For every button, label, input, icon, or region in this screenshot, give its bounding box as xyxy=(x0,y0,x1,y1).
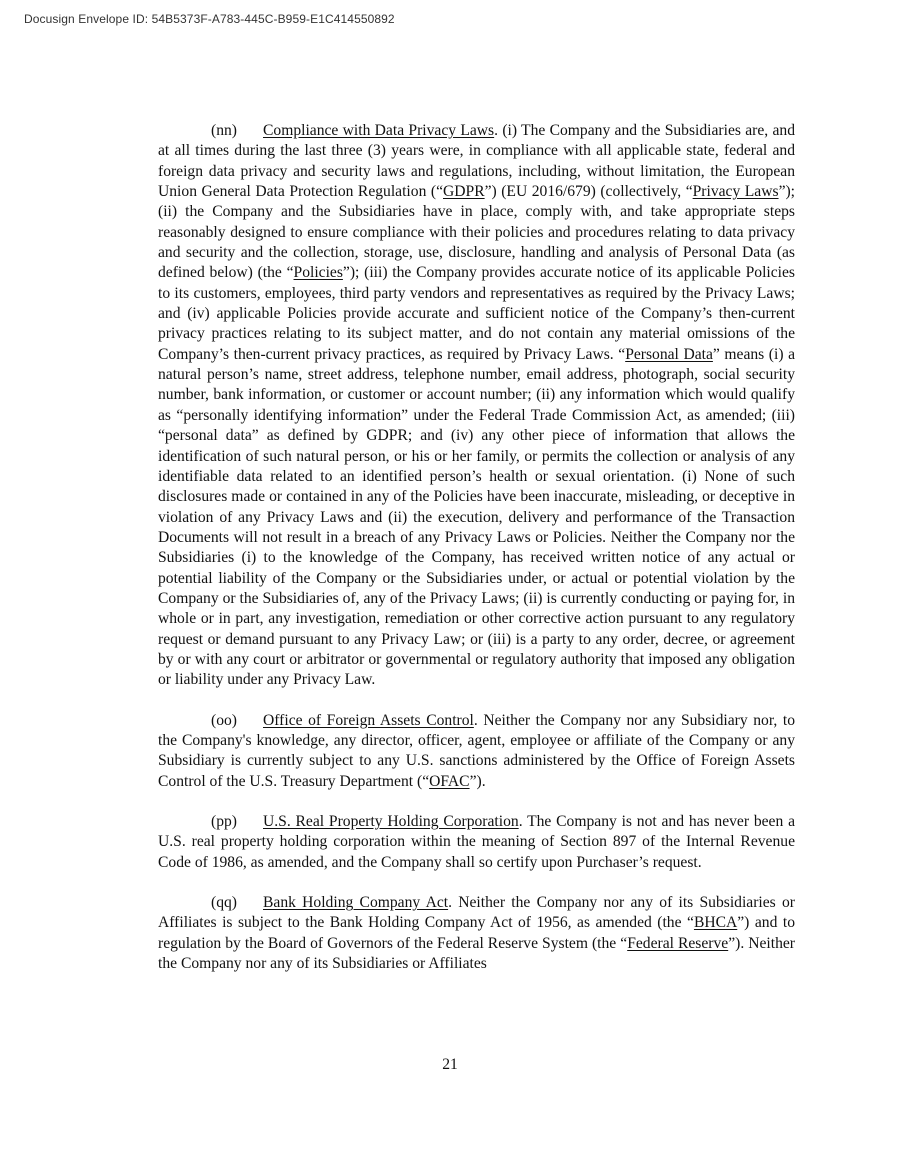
section-text: ”); (iii) the Company provides accurate notice of its applicable Policies to its customers, employees, third party vendors and representatives as required by the Privacy Laws; and (iv) applicable Policies provide accurate and sufficient notice of the Company’s then-current privacy practices relating to its subject matter, and do not contain any material omissions of the Company’s then-current privacy practices, as required by Privacy Laws. “ xyxy=(158,264,795,363)
defined-term-gdpr: GDPR xyxy=(443,183,485,201)
defined-term-policies: Policies xyxy=(293,264,343,282)
section-number: (oo) xyxy=(211,711,237,729)
section-number: (qq) xyxy=(211,894,237,912)
section-text: ”). xyxy=(469,772,486,790)
section-text: ”). Neither the Company nor any of its Subsidiaries or Affiliates xyxy=(158,934,795,973)
page-number: 21 xyxy=(442,1056,458,1073)
defined-term-privacy-laws: Privacy Laws xyxy=(692,183,779,201)
envelope-id: Docusign Envelope ID: 54B5373F-A783-445C-B959-E1C414550892 xyxy=(24,12,395,26)
section-number: (nn) xyxy=(211,122,237,139)
defined-term-bhca: BHCA xyxy=(693,914,738,932)
defined-term-ofac: OFAC xyxy=(429,772,470,790)
section-nn xyxy=(158,121,795,691)
defined-term-federal-reserve: Federal Reserve xyxy=(627,934,729,952)
document-body xyxy=(158,121,795,994)
section-heading: Compliance with Data Privacy Laws xyxy=(263,122,495,139)
defined-term-personal-data: Personal Data xyxy=(625,345,713,363)
section-heading: U.S. Real Property Holding Corporation xyxy=(263,813,519,830)
section-pp xyxy=(158,812,795,873)
section-text: ”) and to regulation by the Board of Governors of the Federal Reserve System (the “ xyxy=(158,914,795,952)
section-text: . Neither the Company nor any of its Subsidiaries or Affiliates is subject to the Bank Holding Company Act of 1956, as amended (the “ xyxy=(158,894,795,932)
section-qq xyxy=(158,893,795,974)
section-text: ”) (EU 2016/679) (collectively, “ xyxy=(484,183,693,201)
section-text: . (i) The Company and the Subsidiaries are, and at all times during the last three (3) years were, in compliance with all applicable state, federal and foreign data privacy and security laws and regulations, including, without limitation, the European Union General Data Protection Regulation (“ xyxy=(158,122,795,201)
section-text: ”); (ii) the Company and the Subsidiaries have in place, comply with, and take appropriate steps reasonably designed to ensure compliance with their policies and procedures relating to data privacy and security and the collection, storage, use, disclosure, handling and analysis of Personal Data (as defined below) (the “ xyxy=(158,183,796,282)
section-text: . Neither the Company nor any Subsidiary nor, to the Company's knowledge, any director, officer, agent, employee or affiliate of the Company or any Subsidiary is currently subject to any U.S. sanctions administered by the Office of Foreign Assets Control of the U.S. Treasury Department (“ xyxy=(158,711,795,790)
section-heading: Office of Foreign Assets Control xyxy=(263,711,474,729)
section-number: (pp) xyxy=(211,813,237,830)
section-text: ” means (i) a natural person’s name, street address, telephone number, email address, photograph, social security number, bank information, or customer or account number; (ii) any information which would qualify as “personally identifying information” under the Federal Trade Commission Act, as amended; (iii) “personal data” as defined by GDPR; and (iv) any other piece of information that allows the identification of such natural person, or his or her family, or permits the collection or analysis of any identifiable data related to an identified person’s health or sexual orientation. (i) None of such disclosures made or contained in any of the Policies have been inaccurate, misleading, or deceptive in violation of any Privacy Laws and (ii) the execution, delivery and performance of the Transaction Documents will not result in a breach of any Privacy Laws or Policies. Neither the Company nor the Subsidiaries (i) to the knowledge of the Company, has received written notice of any actual or potential liability of the Company or the Subsidiaries under, or actual or potential violation by the Company or the Subsidiaries of, any of the Privacy Laws; (ii) is currently conducting or paying for, in whole or in part, any investigation, remediation or other corrective action pursuant to any regulatory request or demand pursuant to any Privacy Law; or (iii) is a party to any order, decree, or agreement by or with any court or arbitrator or governmental or regulatory authority that imposed any obligation or liability under any Privacy Law. xyxy=(158,345,796,689)
section-heading: Bank Holding Company Act xyxy=(263,894,449,912)
section-text: . The Company is not and has never been a U.S. real property holding corporation within the meaning of Section 897 of the Internal Revenue Code of 1986, as amended, and the Company shall so certify upon Purchaser’s request. xyxy=(158,813,796,871)
section-oo xyxy=(158,711,795,792)
